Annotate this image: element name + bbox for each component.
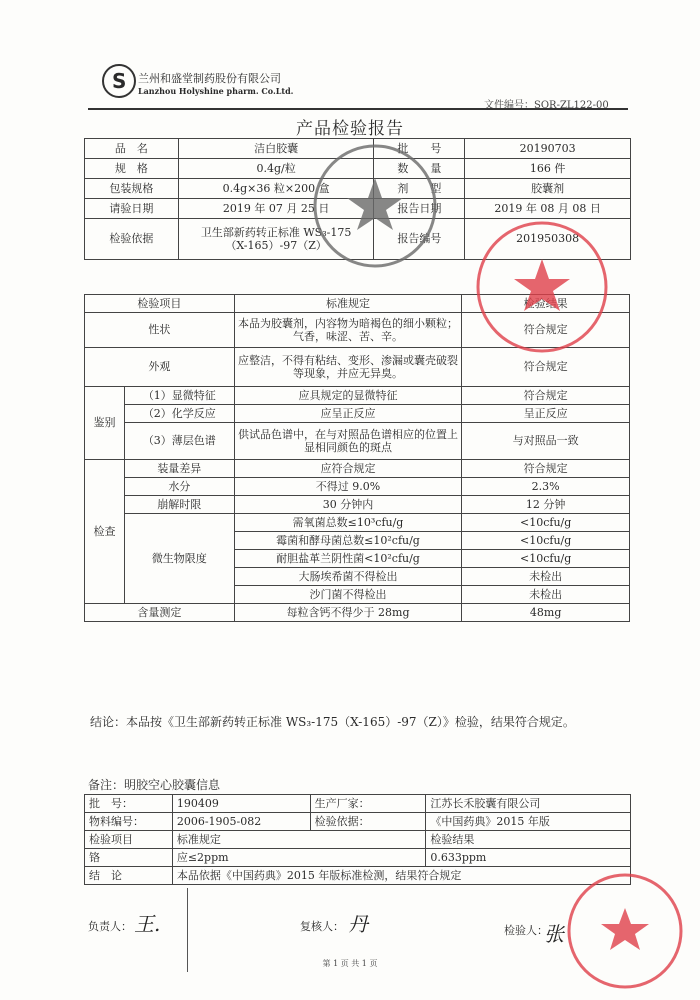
table-row	[85, 813, 631, 831]
header-divider	[88, 108, 628, 110]
standard-line: 气香，味涩、苦、辛。	[293, 330, 403, 343]
item-cell: 外观	[85, 348, 235, 387]
label-cell: 规 格	[85, 159, 179, 179]
value-cell: 2006-1905-082	[172, 813, 310, 831]
inspector-label: 检验人：	[504, 924, 548, 937]
standard-cell: 应具规定的显微特征	[234, 387, 462, 405]
value-cell: 洁白胶囊	[178, 139, 374, 159]
table-row	[85, 795, 631, 813]
group-cell: 鉴别	[85, 387, 125, 460]
standard-line: 等现象，并应无异臭。	[293, 367, 403, 380]
inspector-signature: 张	[544, 922, 564, 946]
label-cell: 物料编号：	[85, 813, 173, 831]
table-row	[85, 867, 631, 885]
result-cell: 2.3%	[462, 478, 630, 496]
value-cell: 0.4g/粒	[178, 159, 374, 179]
file-number: 文件编号：SOR-ZL122-00	[484, 100, 609, 111]
item-cell: 含量测定	[85, 604, 235, 622]
label-cell: 品 名	[85, 139, 179, 159]
result-cell: 48mg	[462, 604, 630, 622]
standard-line: 显相同颜色的斑点	[304, 441, 392, 454]
standard-cell: 沙门菌不得检出	[234, 586, 462, 604]
value-cell: 201950308	[465, 219, 631, 260]
standard-cell: 应符合规定	[234, 460, 462, 478]
label-cell: 检验项目	[85, 831, 173, 849]
result-cell: 12 分钟	[462, 496, 630, 514]
item-cell: （3）薄层色谱	[124, 423, 234, 460]
label-cell: 检验依据：	[310, 813, 426, 831]
result-cell: 符合规定	[462, 387, 630, 405]
value-cell: 0.4g×36 粒×200 盒	[178, 179, 374, 199]
table-row	[85, 604, 630, 622]
result-cell: 未检出	[462, 568, 630, 586]
standard-cell: 每粒含钙不得少于 28mg	[234, 604, 462, 622]
standard-line: 供试品色谱中，在与对照品色谱相应的位置上	[238, 427, 458, 441]
value-cell: 2019 年 08 月 08 日	[465, 199, 631, 219]
value-cell: 190409	[172, 795, 310, 813]
conclusion-text: 结论：本品按《卫生部新药转正标准 WS₃-175（X-165）-97（Z）》检验，结果符合规定。	[90, 715, 575, 729]
table-row	[85, 849, 631, 867]
label-cell: 包装规格	[85, 179, 179, 199]
remark-title: 备注：明胶空心胶囊信息	[88, 778, 221, 792]
header-item: 检验项目	[85, 295, 235, 313]
label-cell: 报告编号	[374, 219, 465, 260]
result-cell: <10cfu/g	[462, 550, 630, 568]
value-cell: 166 件	[465, 159, 631, 179]
label-cell: 请验日期	[85, 199, 179, 219]
value-cell: 检验结果	[426, 831, 631, 849]
standard-cell	[234, 313, 462, 348]
standard-cell	[234, 348, 462, 387]
page-number: 第 1 页 共 1 页	[322, 959, 378, 968]
company-name-en: Lanzhou Holyshine pharm. Co.Ltd.	[138, 86, 294, 96]
label-cell: 铬	[85, 849, 173, 867]
standard-cell: 大肠埃希菌不得检出	[234, 568, 462, 586]
company-name-cn: 兰州和盛堂制药股份有限公司	[138, 72, 281, 85]
value-cell: 江苏长禾胶囊有限公司	[426, 795, 631, 813]
standard-line: 本品为胶囊剂，内容物为暗褐色的细小颗粒；	[238, 316, 458, 330]
standard-cell	[234, 423, 462, 460]
result-cell: <10cfu/g	[462, 532, 630, 550]
label-cell: 检验依据	[85, 219, 179, 260]
reviewer-label: 复核人：	[300, 920, 344, 933]
basis-line-2: （X-165）-97（Z）	[225, 239, 327, 252]
item-cell: 微生物限度	[124, 514, 234, 604]
standard-cell: 应呈正反应	[234, 405, 462, 423]
label-cell: 数 量	[374, 159, 465, 179]
result-cell: 符合规定	[462, 460, 630, 478]
item-cell: 性状	[85, 313, 235, 348]
value-cell: 应≤2ppm	[172, 849, 426, 867]
result-cell: 符合规定	[462, 348, 630, 387]
responsible-label: 负责人：	[88, 920, 132, 933]
table-row	[85, 387, 630, 405]
reviewer-signature: 丹	[348, 912, 368, 936]
standard-line: 应整洁，不得有粘结、变形、渗漏或囊壳破裂	[238, 353, 458, 367]
table-row	[85, 496, 630, 514]
group-cell: 检查	[85, 460, 125, 604]
result-cell: 符合规定	[462, 313, 630, 348]
table-row	[85, 405, 630, 423]
result-cell: <10cfu/g	[462, 514, 630, 532]
standard-cell: 需氧菌总数≤10³cfu/g	[234, 514, 462, 532]
header-result: 检验结果	[462, 295, 630, 313]
qc-stamp-red	[462, 215, 622, 365]
table-row	[85, 831, 631, 849]
basis-line-1: 卫生部新药转正标准 WS₃-175	[200, 225, 352, 239]
item-cell: 水分	[124, 478, 234, 496]
value-cell: 2019 年 07 月 25 日	[178, 199, 374, 219]
value-cell: 标准规定	[172, 831, 426, 849]
label-cell: 批 号	[374, 139, 465, 159]
table-row	[85, 423, 630, 460]
item-cell: 崩解时限	[124, 496, 234, 514]
value-cell: 20190703	[465, 139, 631, 159]
value-cell: 0.633ppm	[426, 849, 631, 867]
label-cell: 结 论	[85, 867, 173, 885]
standard-cell: 耐胆盐革兰阴性菌<10²cfu/g	[234, 550, 462, 568]
label-cell: 批 号：	[85, 795, 173, 813]
table-row	[85, 478, 630, 496]
table-row	[85, 514, 630, 532]
report-title: 产品检验报告	[296, 119, 404, 139]
result-cell: 呈正反应	[462, 405, 630, 423]
value-cell: 胶囊剂	[465, 179, 631, 199]
item-cell: （2）化学反应	[124, 405, 234, 423]
company-logo: S	[102, 64, 136, 98]
result-cell: 与对照品一致	[462, 423, 630, 460]
table-row	[85, 460, 630, 478]
label-cell: 剂 型	[374, 179, 465, 199]
capsule-info-table	[84, 794, 631, 885]
quality-dept-stamp	[560, 866, 690, 996]
value-cell: 本品依据《中国药典》2015 年版标准检测，结果符合规定	[172, 867, 630, 885]
standard-cell: 不得过 9.0%	[234, 478, 462, 496]
standard-cell: 霉菌和酵母菌总数≤10²cfu/g	[234, 532, 462, 550]
result-cell: 未检出	[462, 586, 630, 604]
value-cell: 《中国药典》2015 年版	[426, 813, 631, 831]
qc-stamp-gray	[300, 138, 450, 278]
item-cell: 装量差异	[124, 460, 234, 478]
item-cell: （1）显微特征	[124, 387, 234, 405]
header-standard: 标准规定	[234, 295, 462, 313]
label-cell: 生产厂家：	[310, 795, 426, 813]
label-cell: 报告日期	[374, 199, 465, 219]
responsible-signature: 王.	[134, 912, 161, 936]
standard-cell: 30 分钟内	[234, 496, 462, 514]
